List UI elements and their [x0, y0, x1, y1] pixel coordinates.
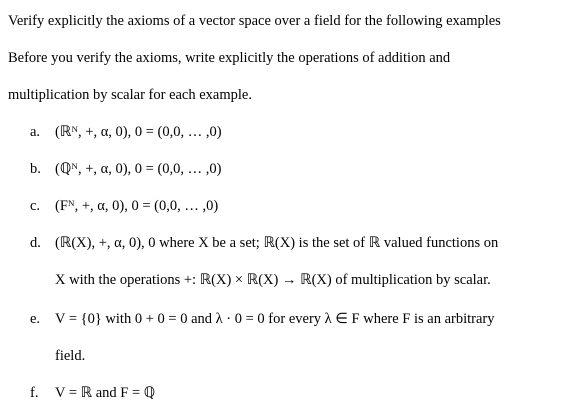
list-item-text: (ℝᴺ, +, α, 0), 0 = (0,0, … ,0) — [55, 124, 222, 140]
list-item-text-continued: X with the operations +: ℝ(X) × ℝ(X) → ℝ(X) of multiplication by scalar. — [55, 272, 491, 288]
list-item-text: (ℝ(X), +, α, 0), 0 where X be a set; ℝ(X) is the set of ℝ valued functions on — [55, 235, 499, 251]
list-item-text-continued: field. — [55, 348, 86, 364]
list-marker: a. — [30, 124, 41, 140]
list-marker: e. — [30, 311, 41, 327]
intro-line-2: Before you verify the axioms, write explicitly the operations of addition and — [8, 50, 451, 66]
list-marker: c. — [30, 198, 41, 214]
list-item-text: V = {0} with 0 + 0 = 0 and λ · 0 = 0 for every λ ∈ F where F is an arbitrary — [55, 311, 495, 327]
list-marker: b. — [30, 161, 41, 177]
list-marker: f. — [30, 385, 39, 401]
list-marker: d. — [30, 235, 41, 251]
intro-line-3: multiplication by scalar for each example. — [8, 87, 252, 103]
list-item-text: V = ℝ and F = ℚ — [55, 385, 156, 401]
list-item-text: (ℚᴺ, +, α, 0), 0 = (0,0, … ,0) — [55, 161, 222, 177]
intro-line-1: Verify explicitly the axioms of a vector space over a field for the following examples — [8, 13, 501, 29]
list-item-text: (Fᴺ, +, α, 0), 0 = (0,0, … ,0) — [55, 198, 219, 214]
